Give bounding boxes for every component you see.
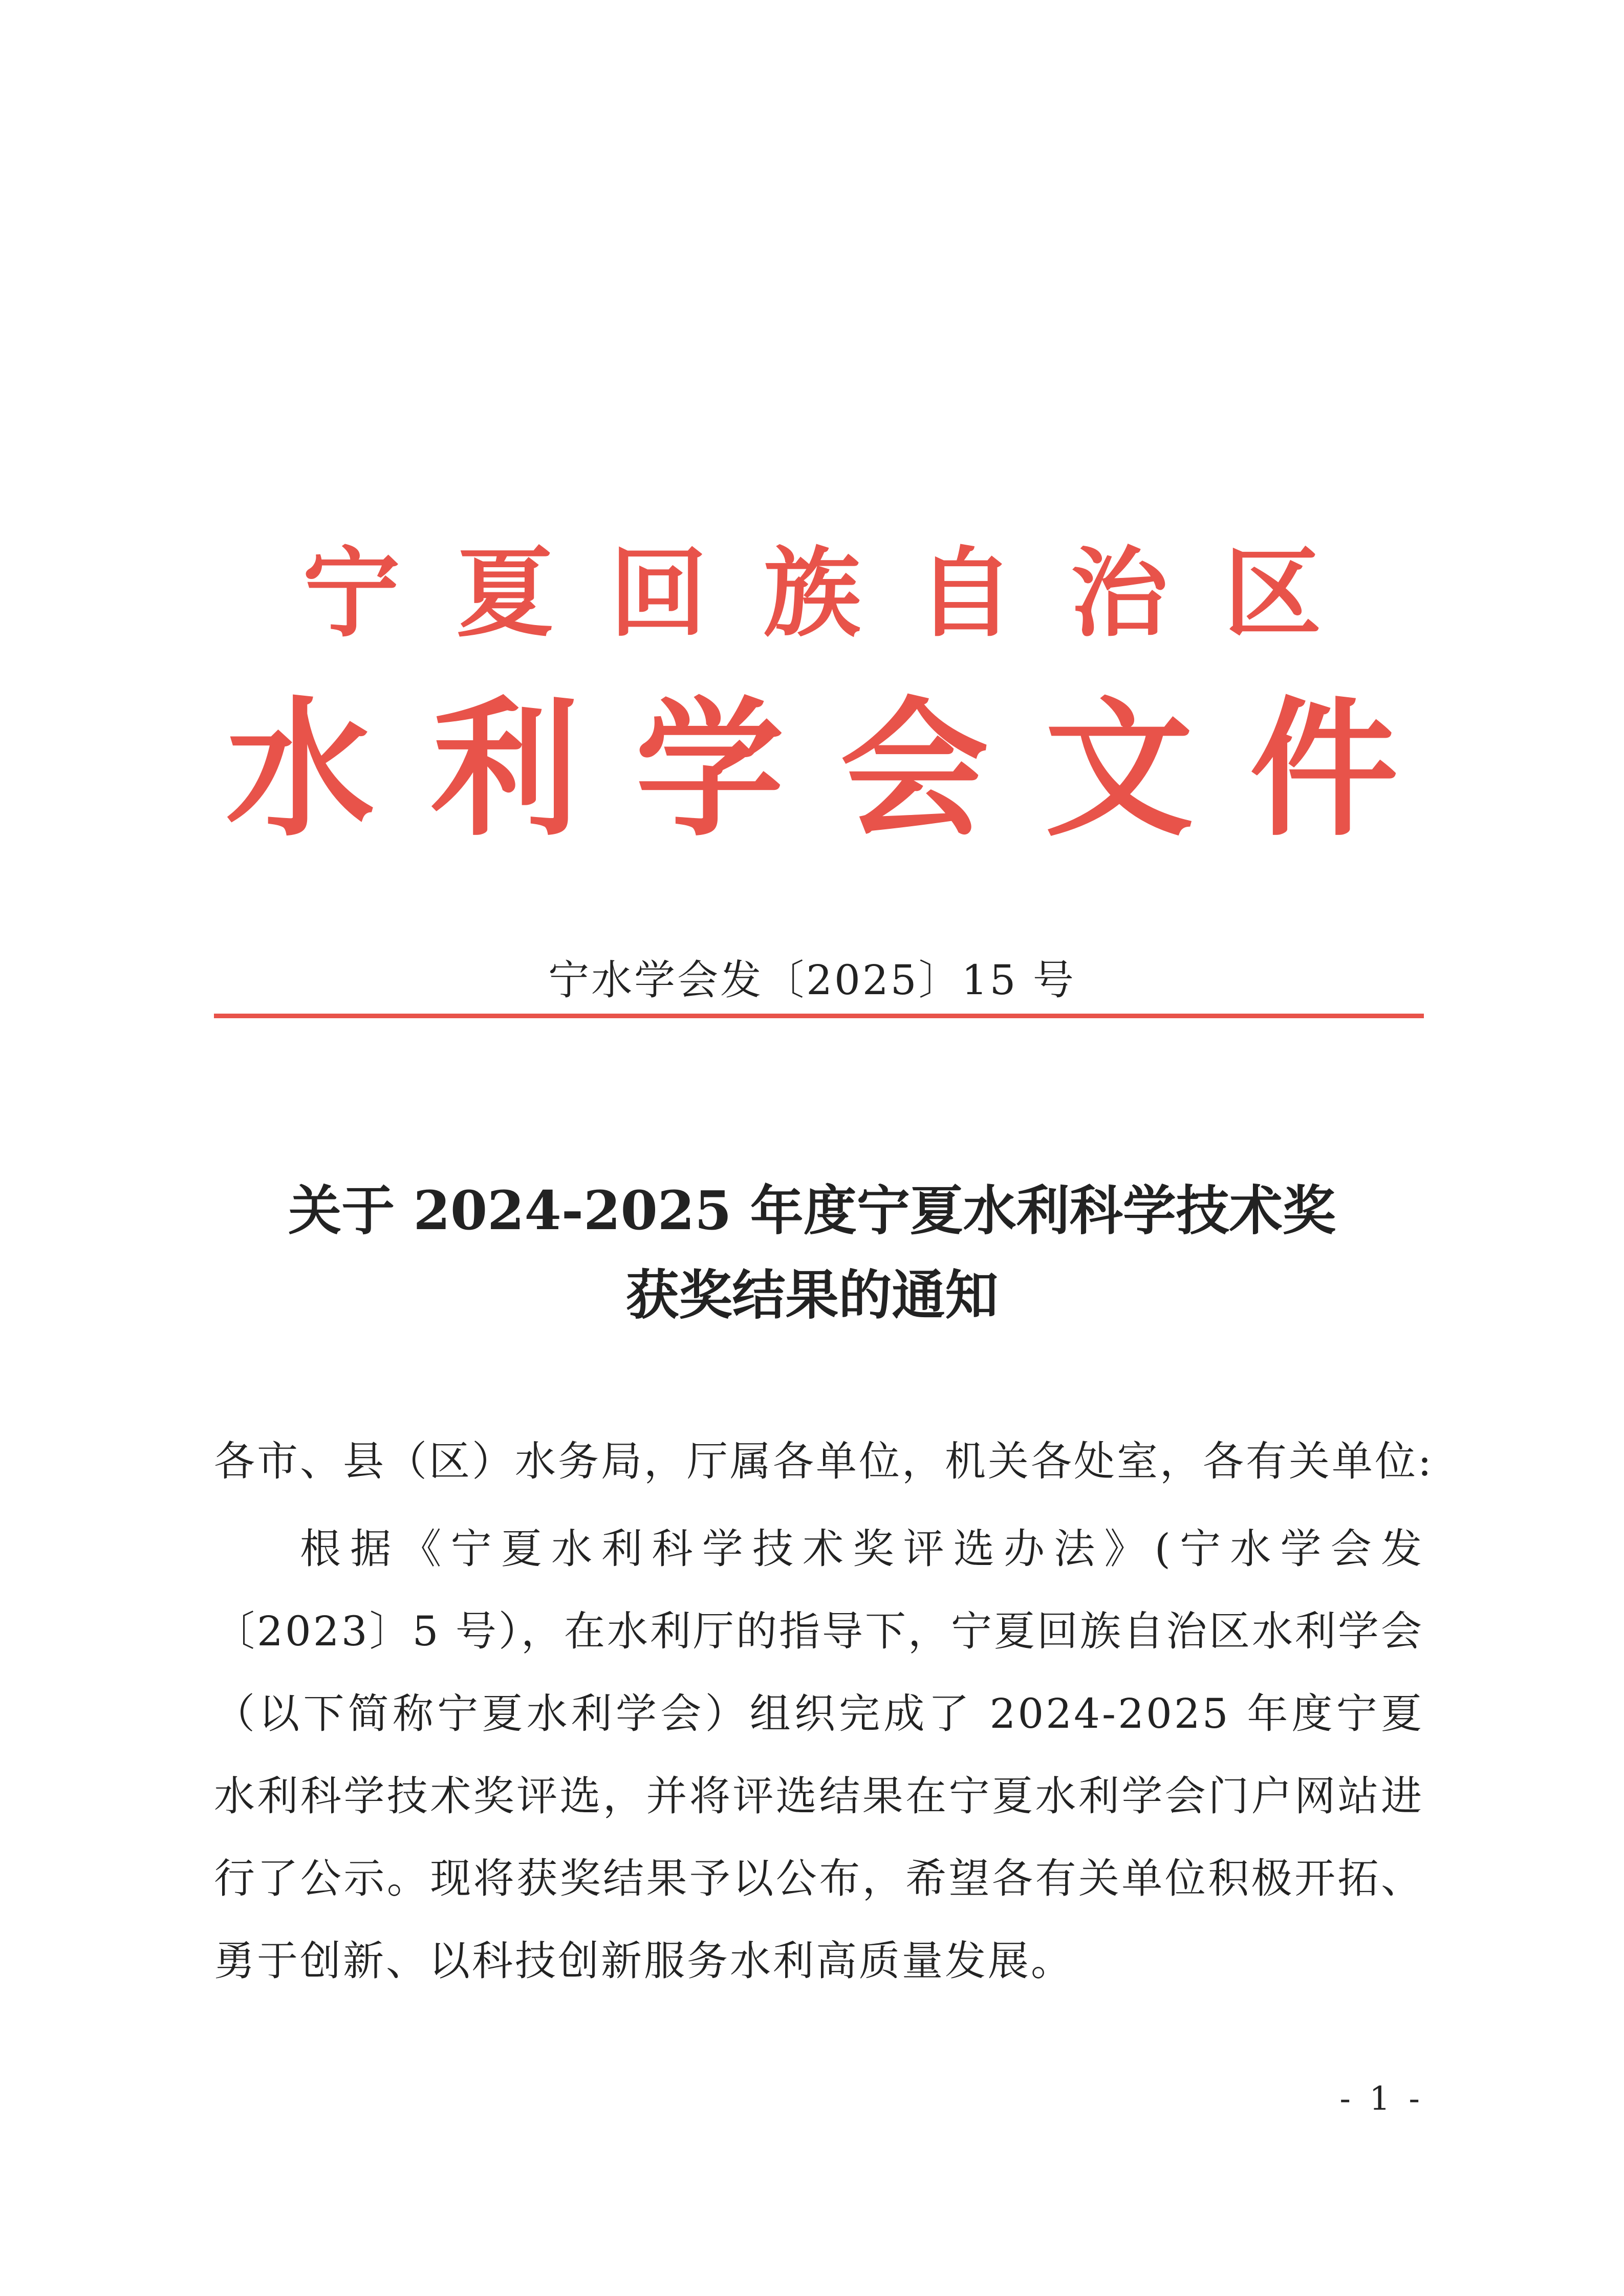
page-number: - 1 - xyxy=(1339,2080,1424,2118)
issuer-name-line2: 水利学会文件 xyxy=(226,684,1455,856)
issuer-name-line1: 宁夏回族自治区 xyxy=(302,537,1378,650)
body-paragraph: 根据《宁夏水利科学技术奖评选办法》(宁水学会发〔2023〕5 号），在水利厅的指导下，宁夏回族自治区水利学会（以下简称宁夏水利学会）组织完成了 2024-2025 年度宁夏水利科学技术奖评选，并将评选结果在宁夏水利学会门户网站进行了公示。现将获奖结果予以公布，希望各有关单位积极开拓、勇于创新、以科技创新服务水利高质量发展。 xyxy=(214,1525,1424,1985)
red-divider-rule xyxy=(214,1014,1424,1018)
notice-title-line2: 获奖结果的通知 xyxy=(625,1263,999,1326)
document-number: 宁水学会发〔2025〕15 号 xyxy=(548,956,1076,1004)
notice-title-line1: 关于 2024-2025 年度宁夏水利科学技术奖 xyxy=(288,1179,1336,1242)
addressee-line: 各市、县（区）水务局，厅属各单位，机关各处室，各有关单位: xyxy=(214,1437,1434,1485)
